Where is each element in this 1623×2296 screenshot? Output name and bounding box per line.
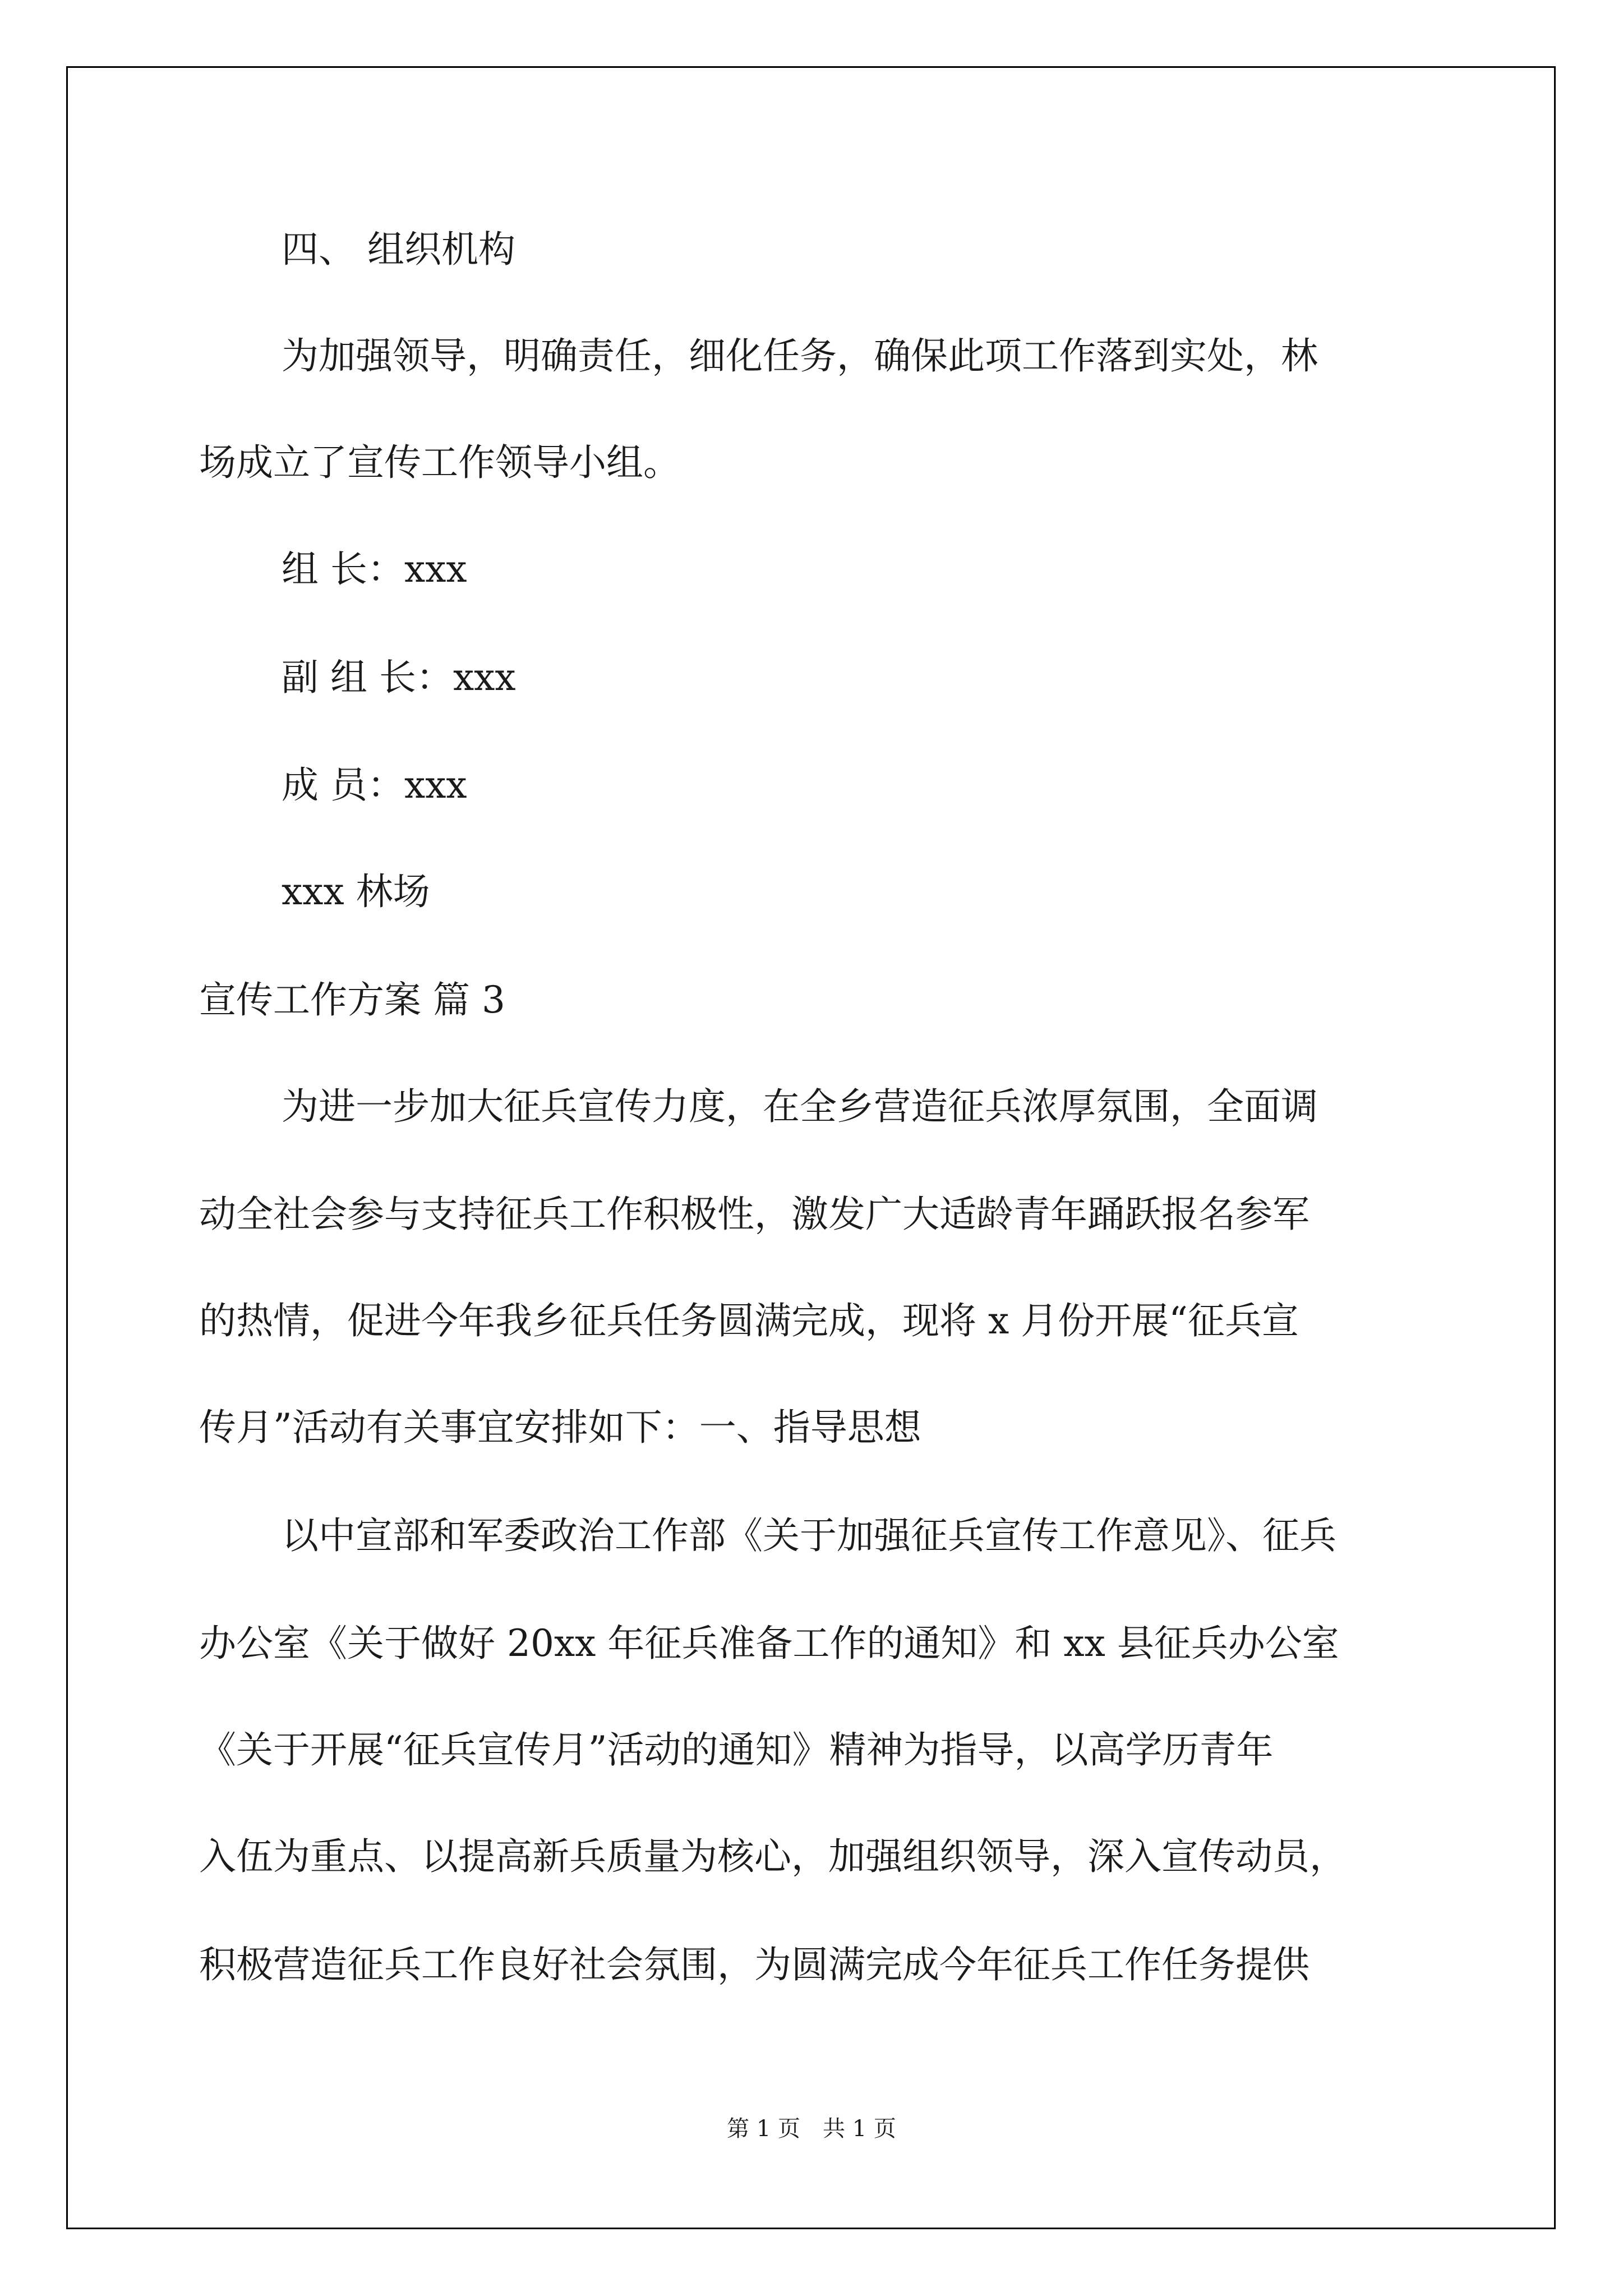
section-heading-org: 四、 组织机构 [282, 228, 515, 271]
paragraph-line: 为加强领导，明确责任，细化任务，确保此项工作落到实处，林 [282, 334, 1318, 378]
paragraph-line: 入伍为重点、以提高新兵质量为核心，加强组织领导，深入宣传动员， [199, 1835, 1347, 1878]
page-footer: 第 1 页 共 1 页 [727, 2116, 896, 2142]
paragraph-line: 为进一步加大征兵宣传力度，在全乡营造征兵浓厚氛围，全面调 [282, 1085, 1318, 1128]
members-line: 成 员：xxx [282, 763, 467, 807]
paragraph-line: 传月”活动有关事宜安排如下：一、指导思想 [199, 1406, 921, 1449]
deputy-leader-line: 副 组 长：xxx [282, 656, 516, 699]
paragraph-line: 积极营造征兵工作良好社会氛围，为圆满完成今年征兵工作任务提供 [199, 1943, 1310, 1986]
paragraph-line: 《关于开展“征兵宣传月”活动的通知》精神为指导，以高学历青年 [199, 1728, 1274, 1772]
team-leader-line: 组 长：xxx [282, 547, 467, 591]
paragraph-line: 以中宣部和军委政治工作部《关于加强征兵宣传工作意见》、征兵 [282, 1514, 1336, 1557]
paragraph-line: 的热情，促进今年我乡征兵任务圆满完成，现将 x 月份开展“征兵宣 [199, 1299, 1299, 1342]
signature-line: xxx 林场 [282, 870, 430, 913]
section-title: 宣传工作方案 篇 3 [199, 978, 505, 1022]
paragraph-line: 办公室《关于做好 20xx 年征兵准备工作的通知》和 xx 县征兵办公室 [199, 1622, 1339, 1665]
paragraph-line: 场成立了宣传工作领导小组。 [199, 441, 680, 484]
page-border [66, 66, 1556, 2229]
paragraph-line: 动全社会参与支持征兵工作积极性，激发广大适龄青年踊跃报名参军 [199, 1193, 1310, 1236]
